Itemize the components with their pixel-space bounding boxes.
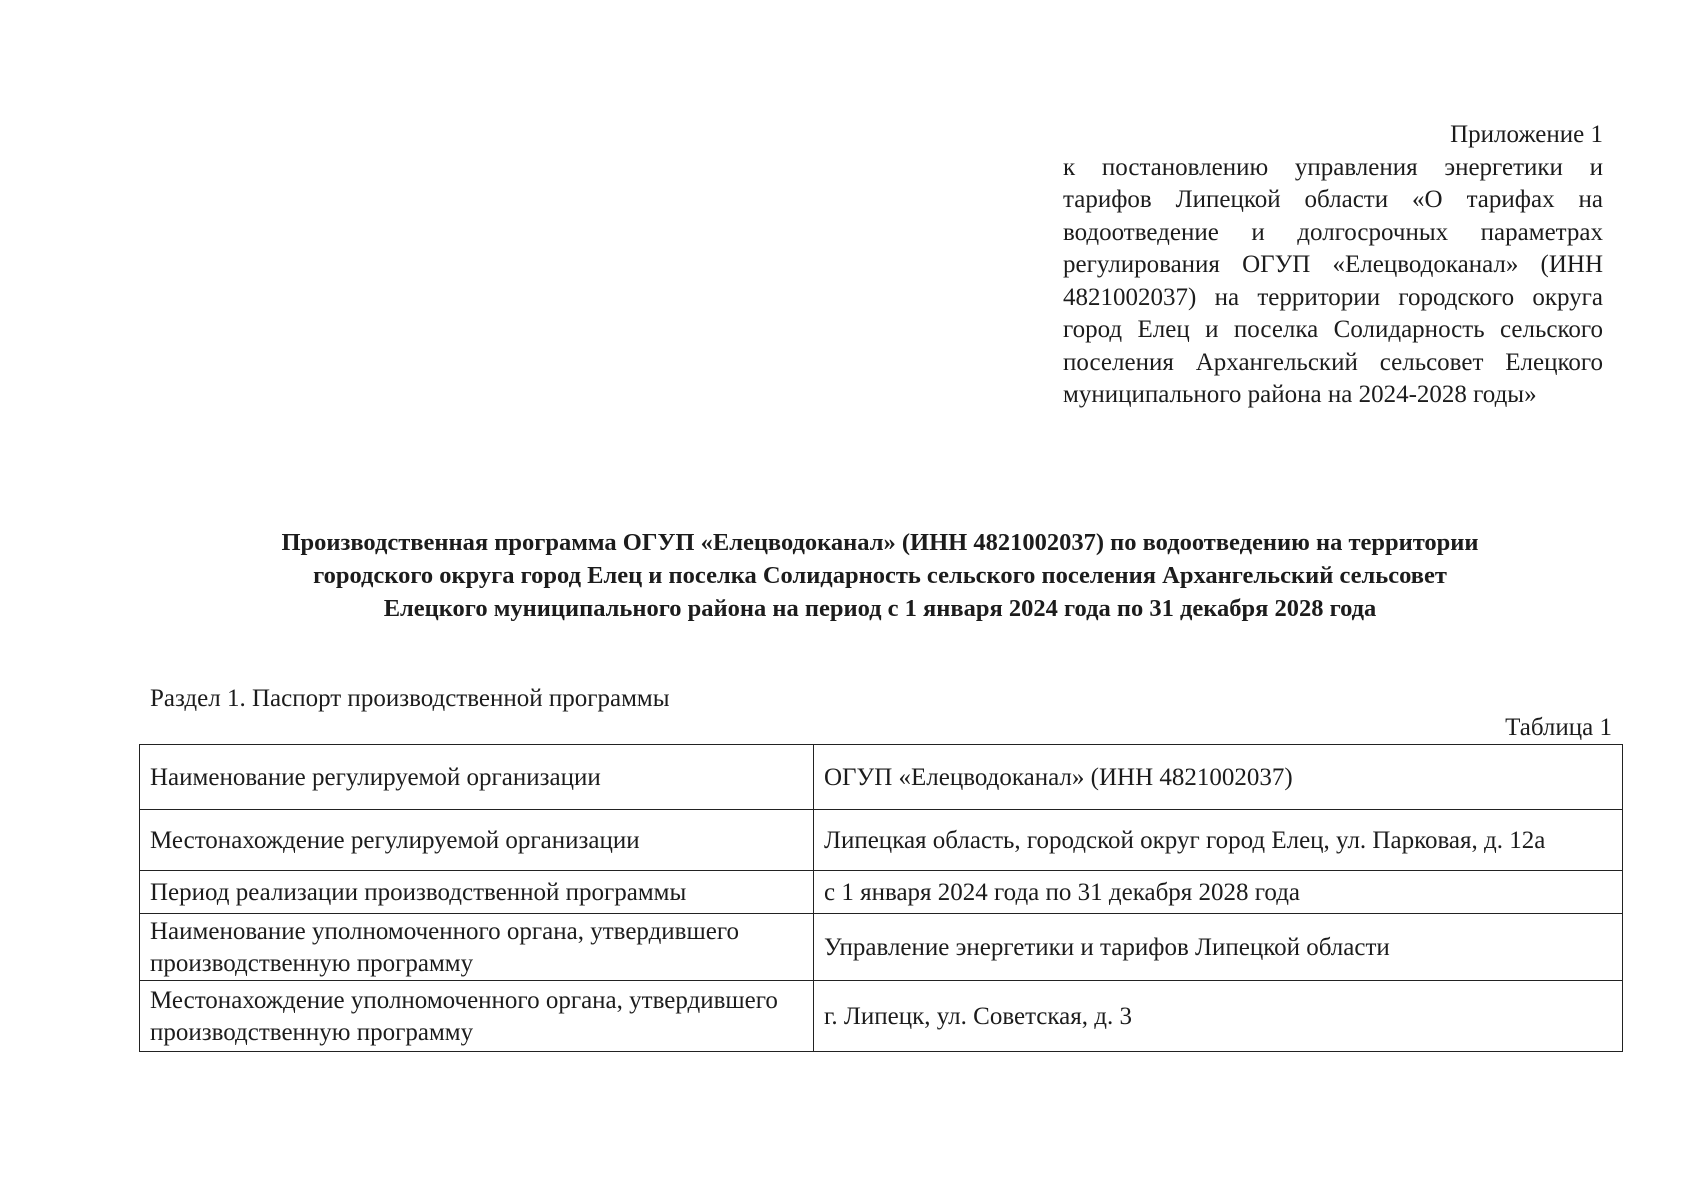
row-value: Управление энергетики и тарифов Липецкой области (814, 914, 1623, 981)
program-title (140, 526, 1620, 625)
table-row (140, 810, 1623, 871)
row-label: Период реализации производственной программы (140, 871, 814, 914)
row-value: ОГУП «Елецводоканал» (ИНН 4821002037) (814, 745, 1623, 810)
program-title-line: Производственная программа ОГУП «Елецводоканал» (ИНН 4821002037) по водоотведению на территории (281, 529, 1479, 556)
table-row (140, 745, 1623, 810)
program-title-line: Елецкого муниципального района на период с 1 января 2024 года по 31 декабря 2028 года (383, 595, 1377, 622)
row-label: Местонахождение регулируемой организации (140, 810, 814, 871)
table-row (140, 981, 1623, 1052)
appendix-title: Приложение 1 (1450, 121, 1603, 148)
appendix-text: к постановлению управления энергетики и тарифов Липецкой области «О тарифах на водоотведение и долгосрочных параметрах регулирования ОГУП «Елецводоканал» (ИНН 4821002037) на территории городского округа город Елец и поселка Солидарность сельского поселения Архангельский сельсовет Елецкого муниципального района на 2024-2028 годы» (1063, 153, 1603, 408)
row-label: Наименование регулируемой организации (140, 745, 814, 810)
row-value: с 1 января 2024 года по 31 декабря 2028 года (814, 871, 1623, 914)
table-row (140, 871, 1623, 914)
table-row (140, 914, 1623, 981)
section-title: Раздел 1. Паспорт производственной программы (150, 685, 670, 712)
table-caption: Таблица 1 (1505, 714, 1612, 741)
passport-table (139, 744, 1623, 1052)
row-label: Наименование уполномоченного органа, утвердившего производственную программу (140, 914, 814, 981)
row-label: Местонахождение уполномоченного органа, утвердившего производственную программу (140, 981, 814, 1052)
row-value: Липецкая область, городской округ город Елец, ул. Парковая, д. 12а (814, 810, 1623, 871)
program-title-line: городского округа город Елец и поселка Солидарность сельского поселения Архангельский сельсовет (313, 562, 1447, 589)
appendix-block (1063, 119, 1603, 412)
row-value: г. Липецк, ул. Советская, д. 3 (814, 981, 1623, 1052)
